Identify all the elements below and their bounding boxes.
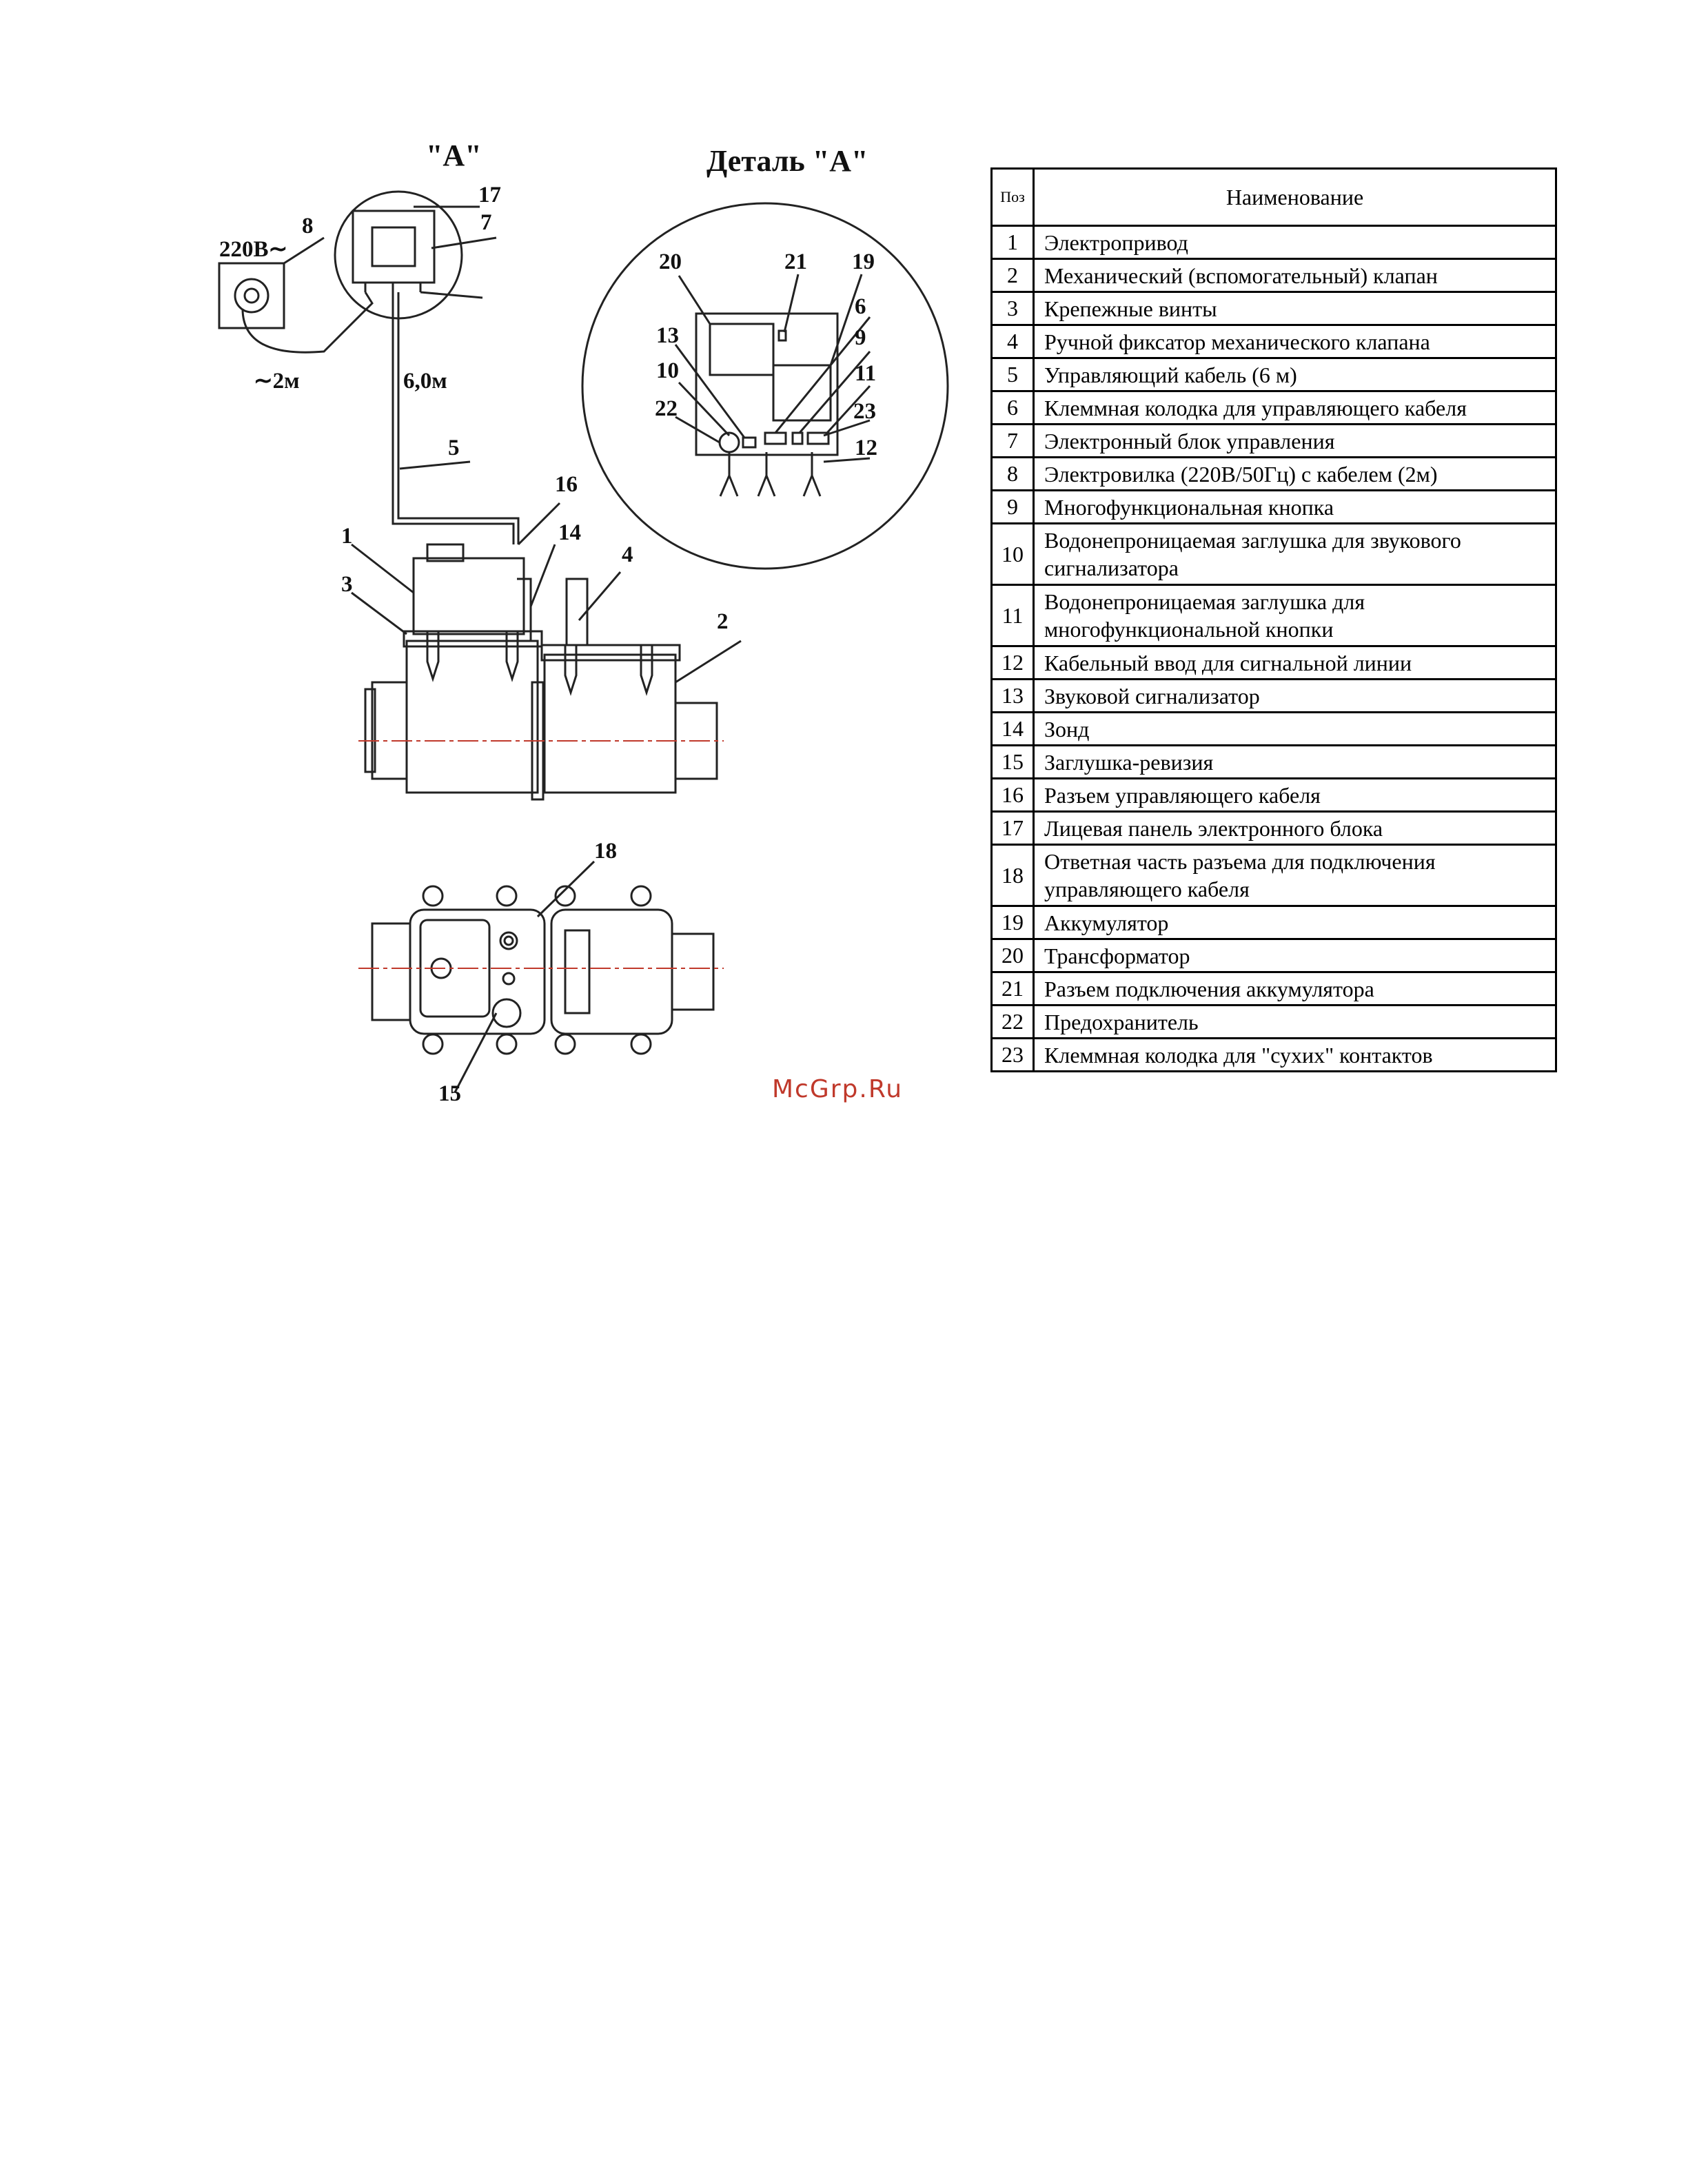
callout-1: 1 (341, 524, 353, 549)
row-name: Водонепроницаемая заглушка для звукового сигнализатора (1034, 524, 1556, 585)
row-pos: 22 (992, 1006, 1034, 1039)
table-row (992, 391, 1556, 425)
table-row (992, 358, 1556, 391)
table-row (992, 845, 1556, 906)
callout-9: 9 (855, 325, 866, 350)
table-row (992, 458, 1556, 491)
callout-22: 22 (655, 396, 678, 421)
row-pos: 20 (992, 939, 1034, 972)
table-row (992, 1006, 1556, 1039)
callout-17: 17 (478, 183, 501, 207)
row-name: Электровилка (220В/50Гц) с кабелем (2м) (1034, 458, 1556, 491)
row-name: Ручной фиксатор механического клапана (1034, 325, 1556, 358)
table-row (992, 939, 1556, 972)
voltage-label: 220В∼ (219, 237, 288, 262)
row-pos: 13 (992, 680, 1034, 713)
row-name: Механический (вспомогательный) клапан (1034, 259, 1556, 292)
row-pos: 12 (992, 646, 1034, 680)
front-panel-17 (372, 227, 415, 266)
cable-6m-label: 6,0м (403, 369, 447, 394)
callout-3: 3 (341, 572, 353, 597)
row-name: Клеммная колодка для "сухих" контактов (1034, 1039, 1556, 1072)
table-row (992, 259, 1556, 292)
row-name: Управляющий кабель (6 м) (1034, 358, 1556, 391)
row-pos: 16 (992, 779, 1034, 812)
callout-11: 11 (855, 361, 877, 386)
row-pos: 15 (992, 746, 1034, 779)
table-row (992, 779, 1556, 812)
inspection-plug-15 (493, 999, 520, 1027)
row-pos: 11 (992, 585, 1034, 646)
table-row (992, 646, 1556, 680)
header-pos: Поз (992, 169, 1034, 226)
detail-a-title: Деталь "A" (706, 144, 868, 178)
callout-20: 20 (659, 249, 682, 274)
row-name: Разъем подключения аккумулятора (1034, 972, 1556, 1006)
table-row (992, 491, 1556, 524)
callout-10: 10 (656, 358, 679, 383)
pipe-left (372, 682, 407, 779)
row-name: Кабельный ввод для сигнальной линии (1034, 646, 1556, 680)
row-pos: 9 (992, 491, 1034, 524)
row-pos: 2 (992, 259, 1034, 292)
row-name: Зонд (1034, 713, 1556, 746)
socket-8 (219, 263, 284, 328)
row-pos: 14 (992, 713, 1034, 746)
header-name: Наименование (1034, 169, 1556, 226)
actuator-1 (414, 558, 524, 634)
row-pos: 8 (992, 458, 1034, 491)
row-pos: 6 (992, 391, 1034, 425)
transformer-20 (710, 324, 773, 375)
callout-12: 12 (855, 436, 877, 460)
control-cable-5 (393, 292, 513, 544)
parts-table (990, 167, 1557, 1072)
table-row (992, 325, 1556, 358)
row-name: Разъем управляющего кабеля (1034, 779, 1556, 812)
row-name: Лицевая панель электронного блока (1034, 812, 1556, 845)
table-row (992, 524, 1556, 585)
row-pos: 5 (992, 358, 1034, 391)
row-name: Многофункциональная кнопка (1034, 491, 1556, 524)
row-name: Крепежные винты (1034, 292, 1556, 325)
row-pos: 18 (992, 845, 1034, 906)
callout-16: 16 (555, 472, 578, 497)
row-name: Предохранитель (1034, 1006, 1556, 1039)
table-row (992, 972, 1556, 1006)
row-name: Электропривод (1034, 226, 1556, 259)
watermark: McGrp.Ru (772, 1075, 904, 1103)
table-row (992, 680, 1556, 713)
top-view-body-right (551, 910, 672, 1034)
callout-2: 2 (717, 609, 729, 634)
row-name: Заглушка-ревизия (1034, 746, 1556, 779)
callout-19: 19 (852, 249, 875, 274)
top-view-body-left (410, 910, 545, 1034)
fuse-22 (720, 433, 739, 452)
row-pos: 23 (992, 1039, 1034, 1072)
callout-6: 6 (855, 294, 866, 319)
battery-19 (773, 365, 831, 420)
row-name: Аккумулятор (1034, 906, 1556, 939)
table-row (992, 906, 1556, 939)
table-row (992, 713, 1556, 746)
technical-drawing (0, 0, 979, 1116)
callout-7: 7 (480, 210, 492, 235)
callout-23: 23 (853, 399, 876, 424)
row-name: Звуковой сигнализатор (1034, 680, 1556, 713)
row-name: Водонепроницаемая заглушка для многофункциональной кнопки (1034, 585, 1556, 646)
row-pos: 1 (992, 226, 1034, 259)
table-row (992, 812, 1556, 845)
row-name: Трансформатор (1034, 939, 1556, 972)
row-name: Электронный блок управления (1034, 425, 1556, 458)
view-a-title: "A" (426, 139, 482, 172)
table-row (992, 292, 1556, 325)
row-pos: 3 (992, 292, 1034, 325)
row-name: Ответная часть разъема для подключения управляющего кабеля (1034, 845, 1556, 906)
cable-2m-label: ∼2м (254, 369, 300, 394)
callout-21: 21 (784, 249, 807, 274)
manual-lock-4 (567, 579, 587, 645)
table-row (992, 1039, 1556, 1072)
control-box-7 (353, 211, 434, 283)
callout-14: 14 (558, 520, 581, 545)
table-row (992, 226, 1556, 259)
row-pos: 10 (992, 524, 1034, 585)
callout-8: 8 (302, 214, 314, 238)
callout-18: 18 (594, 839, 617, 864)
callout-15: 15 (438, 1081, 461, 1106)
callout-13: 13 (656, 323, 679, 348)
table-row (992, 425, 1556, 458)
table-header-row (992, 169, 1556, 226)
row-pos: 19 (992, 906, 1034, 939)
row-pos: 21 (992, 972, 1034, 1006)
callout-4: 4 (622, 542, 633, 567)
detail-a-circle (582, 203, 948, 569)
row-name: Клеммная колодка для управляющего кабеля (1034, 391, 1556, 425)
callout-5: 5 (448, 436, 460, 460)
row-pos: 7 (992, 425, 1034, 458)
table-row (992, 585, 1556, 646)
row-pos: 4 (992, 325, 1034, 358)
table-row (992, 746, 1556, 779)
row-pos: 17 (992, 812, 1034, 845)
